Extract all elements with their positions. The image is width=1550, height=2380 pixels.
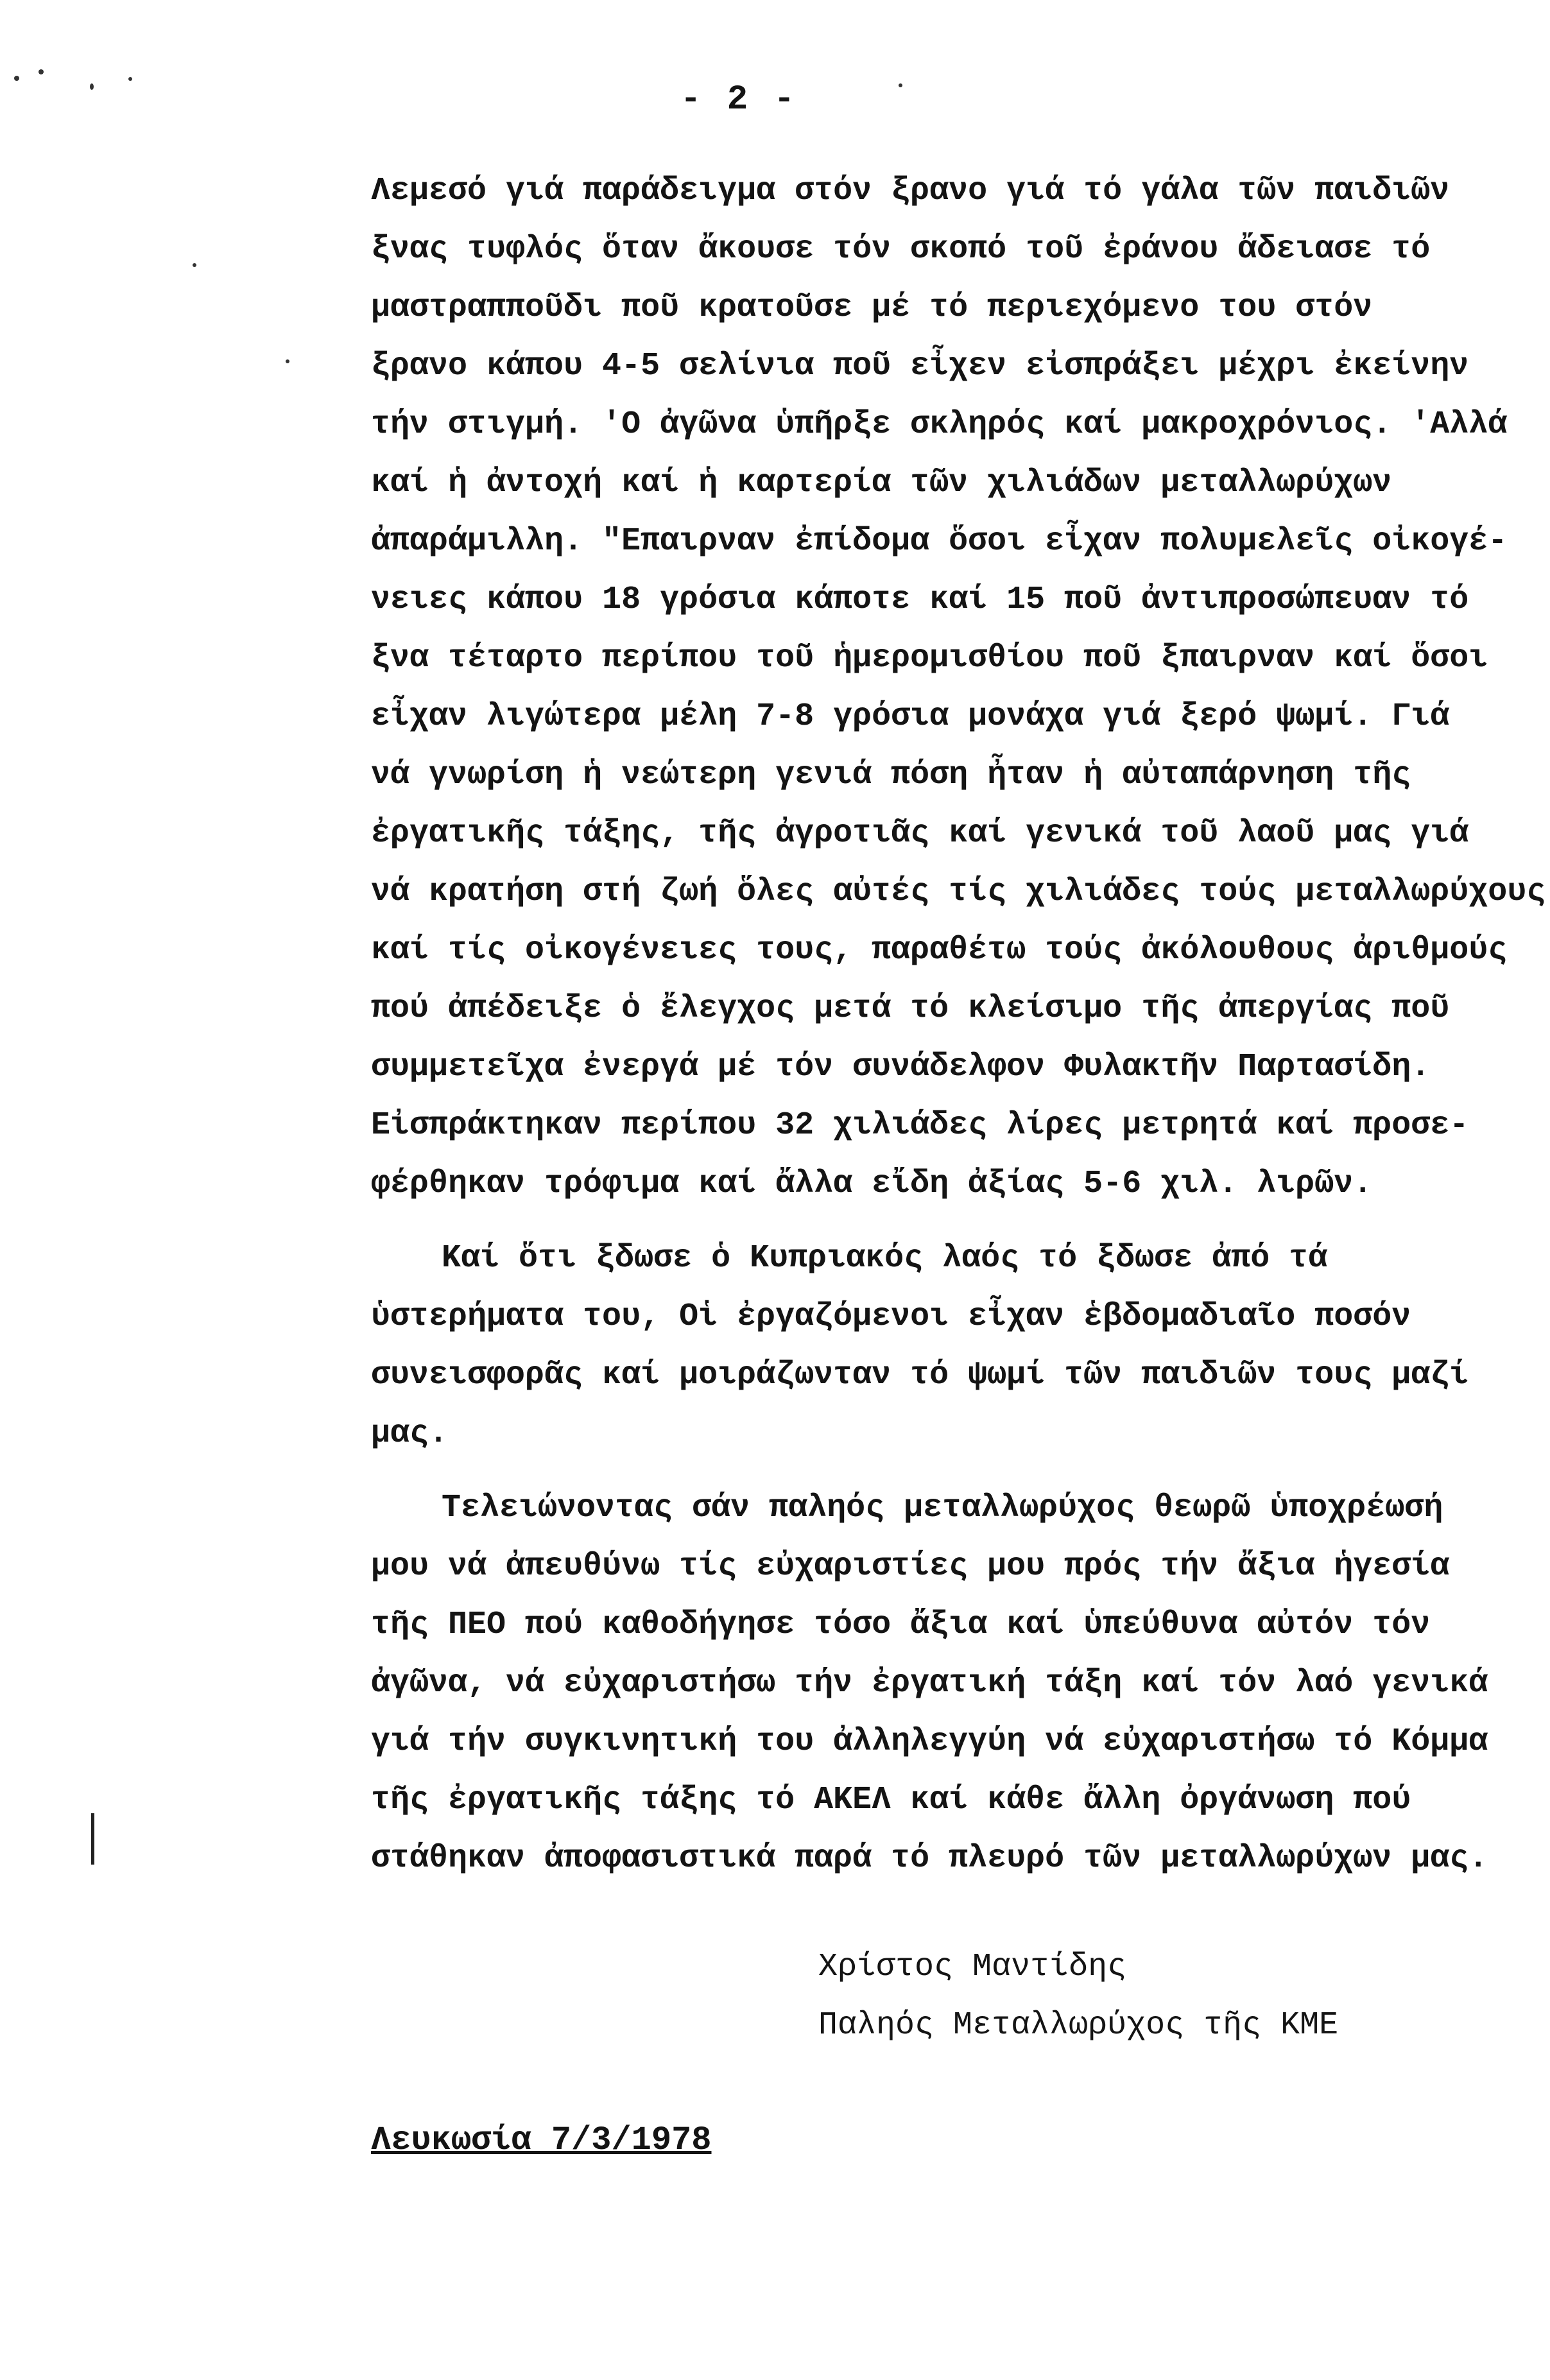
scan-speck [193, 263, 196, 267]
signature-name: Χρίστος Μαντίδης [818, 1949, 1127, 1985]
text-line: εἶχαν λιγώτερα μέλη 7-8 γρόσια μονάχα γιά ξερό ψωμί. Γιά [371, 698, 1450, 735]
text-line: Τελειώνοντας σάν παληός μεταλλωρύχος θεωρῶ ὑποχρέωσή [442, 1490, 1443, 1526]
text-line: ἀγῶνα, νά εὐχαριστήσω τήν ἐργατική τάξη καί τόν λαό γενικά [371, 1665, 1488, 1702]
scan-speck [128, 77, 132, 81]
text-line: καί τίς οἰκογένειες τους, παραθέτω τούς ἀκόλουθους ἀριθμούς [371, 932, 1508, 969]
text-line: ξνας τυφλός ὅταν ἄκουσε τόν σκοπό τοῦ ἐράνου ἄδειασε τό [371, 231, 1431, 268]
text-line: τήν στιγμή. 'Ο ἀγῶνα ὑπῆρξε σκληρός καί μακροχρόνιος. 'Αλλά [371, 406, 1508, 443]
text-line: μου νά ἀπευθύνω τίς εὐχαριστίες μου πρός τήν ἄξια ἡγεσία [371, 1548, 1450, 1585]
scan-speck [286, 359, 289, 363]
text-line: Εἰσπράκτηκαν περίπου 32 χιλιάδες λίρες μετρητά καί προσε- [371, 1107, 1469, 1144]
text-line: στάθηκαν ἀποφασιστικά παρά τό πλευρό τῶν μεταλλωρύχων μας. [371, 1840, 1488, 1877]
text-line: μας. [371, 1415, 449, 1452]
text-line: τῆς ΠΕΟ πού καθοδήγησε τόσο ἄξια καί ὑπεύθυνα αὐτόν τόν [371, 1607, 1431, 1643]
text-line: πού ἀπέδειξε ὁ ἔλεγχος μετά τό κλείσιμο τῆς ἀπεργίας ποῦ [371, 990, 1450, 1027]
text-line: τῆς ἐργατικῆς τάξης τό ΑΚΕΛ καί κάθε ἄλλη ὀργάνωση πού [371, 1782, 1411, 1818]
signature-title: Παληός Μεταλλωρύχος τῆς ΚΜΕ [818, 2007, 1339, 2044]
text-line: ἀπαράμιλλη. "Επαιρναν ἐπίδομα ὅσοι εἶχαν πολυμελεῖς οἰκογέ- [371, 523, 1508, 560]
scan-speck [90, 83, 94, 90]
text-line: μαστραπποῦδι ποῦ κρατοῦσε μέ τό περιεχόμενο του στόν [371, 289, 1373, 326]
text-line: ὑστερήματα του, Οἱ ἐργαζόμενοι εἶχαν ἑβδομαδιαῖο ποσόν [371, 1298, 1411, 1335]
scan-speck [39, 69, 44, 74]
text-line: ἐργατικῆς τάξης, τῆς ἀγροτιᾶς καί γενικά τοῦ λαοῦ μας γιά [371, 815, 1469, 852]
text-line: συμμετεῖχα ἐνεργά μέ τόν συνάδελφον Φυλακτῆν Παρτασίδη. [371, 1049, 1431, 1085]
margin-mark [91, 1813, 94, 1865]
scan-speck [14, 76, 19, 81]
text-line: φέρθηκαν τρόφιμα καί ἄλλα εἴδη ἀξίας 5-6 χιλ. λιρῶν. [371, 1166, 1373, 1202]
page-number: - 2 - [680, 80, 798, 119]
text-line: νά γνωρίση ἡ νεώτερη γενιά πόση ἦταν ἡ αὐταπάρνηση τῆς [371, 757, 1411, 793]
text-line: γιά τήν συγκινητική του ἀλληλεγγύη νά εὐχαριστήσω τό Κόμμα [371, 1723, 1488, 1760]
text-line: Λεμεσό γιά παράδειγμα στόν ξρανο γιά τό γάλα τῶν παιδιῶν [371, 173, 1450, 209]
scan-speck [899, 83, 902, 87]
text-line: νειες κάπου 18 γρόσια κάποτε καί 15 ποῦ ἀντιπροσώπευαν τό [371, 582, 1469, 618]
text-line: καί ἡ ἀντοχή καί ἡ καρτερία τῶν χιλιάδων μεταλλωρύχων [371, 465, 1392, 501]
document-date: Λευκωσία 7/3/1978 [371, 2121, 712, 2159]
text-line: νά κρατήση στή ζωή ὅλες αὐτές τίς χιλιάδες τούς μεταλλωρύχους [371, 874, 1546, 910]
text-line: ξνα τέταρτο περίπου τοῦ ἡμερομισθίου ποῦ ξπαιρναν καί ὅσοι [371, 640, 1488, 677]
text-line: Καί ὅτι ξδωσε ὁ Κυπριακός λαός τό ξδωσε ἀπό τά [442, 1240, 1328, 1277]
text-line: συνεισφορᾶς καί μοιράζωνταν τό ψωμί τῶν παιδιῶν τους μαζί [371, 1357, 1469, 1393]
text-line: ξρανο κάπου 4-5 σελίνια ποῦ εἶχεν εἰσπράξει μέχρι ἐκείνην [371, 348, 1469, 384]
